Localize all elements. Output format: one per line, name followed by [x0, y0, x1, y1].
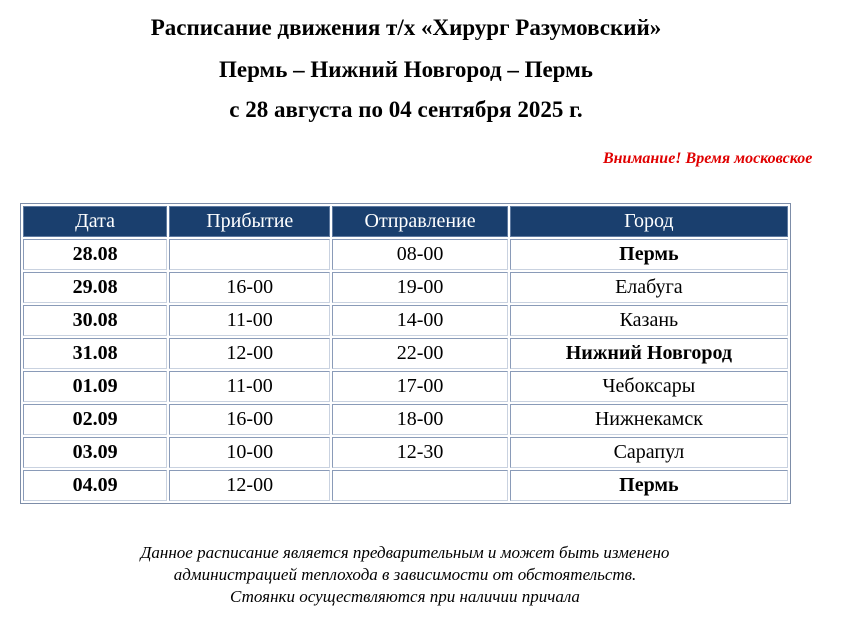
table-row	[23, 470, 788, 501]
table-row	[23, 305, 788, 336]
date-cell: 01.09	[23, 371, 167, 402]
date-cell: 28.08	[23, 239, 167, 270]
departure-cell: 17-00	[332, 371, 507, 402]
date-cell: 03.09	[23, 437, 167, 468]
table-header-row	[23, 206, 788, 237]
header-city: Город	[510, 206, 788, 237]
schedule-title: Расписание движения т/х «Хирург Разумовский»	[150, 15, 662, 40]
arrival-cell: 16-00	[169, 404, 330, 435]
city-cell: Нижний Новгород	[510, 338, 788, 369]
header-date: Дата	[23, 206, 167, 237]
date-cell: 30.08	[23, 305, 167, 336]
departure-cell: 22-00	[332, 338, 507, 369]
route-title: Пермь – Нижний Новгород – Пермь	[219, 57, 593, 82]
table-row	[23, 272, 788, 303]
table-row	[23, 338, 788, 369]
table-row	[23, 404, 788, 435]
arrival-cell	[169, 239, 330, 270]
schedule-table	[20, 203, 791, 504]
disclaimer-line-2: администрацией теплохода в зависимости от обстоятельств.	[173, 565, 637, 584]
city-cell: Сарапул	[510, 437, 788, 468]
departure-cell: 19-00	[332, 272, 507, 303]
departure-cell: 14-00	[332, 305, 507, 336]
date-range-title: с 28 августа по 04 сентября 2025 г.	[229, 97, 583, 122]
city-cell: Нижнекамск	[510, 404, 788, 435]
city-cell: Пермь	[510, 470, 788, 501]
timezone-warning: Внимание! Время московское	[603, 150, 813, 167]
arrival-cell: 16-00	[169, 272, 330, 303]
arrival-cell: 10-00	[169, 437, 330, 468]
disclaimer-line-3: Стоянки осуществляются при наличии причала	[230, 587, 580, 606]
departure-cell: 08-00	[332, 239, 507, 270]
city-cell: Елабуга	[510, 272, 788, 303]
arrival-cell: 11-00	[169, 305, 330, 336]
date-cell: 04.09	[23, 470, 167, 501]
header-departure: Отправление	[332, 206, 507, 237]
arrival-cell: 12-00	[169, 338, 330, 369]
table-row	[23, 437, 788, 468]
departure-cell: 12-30	[332, 437, 507, 468]
city-cell: Пермь	[510, 239, 788, 270]
header-arrival: Прибытие	[169, 206, 330, 237]
date-cell: 29.08	[23, 272, 167, 303]
arrival-cell: 12-00	[169, 470, 330, 501]
city-cell: Казань	[510, 305, 788, 336]
disclaimer-note	[0, 542, 810, 608]
departure-cell	[332, 470, 507, 501]
table-row	[23, 371, 788, 402]
table-row	[23, 239, 788, 270]
schedule-body	[23, 239, 788, 501]
city-cell: Чебоксары	[510, 371, 788, 402]
disclaimer-line-1: Данное расписание является предварительным и может быть изменено	[140, 543, 670, 562]
departure-cell: 18-00	[332, 404, 507, 435]
date-cell: 31.08	[23, 338, 167, 369]
date-cell: 02.09	[23, 404, 167, 435]
arrival-cell: 11-00	[169, 371, 330, 402]
